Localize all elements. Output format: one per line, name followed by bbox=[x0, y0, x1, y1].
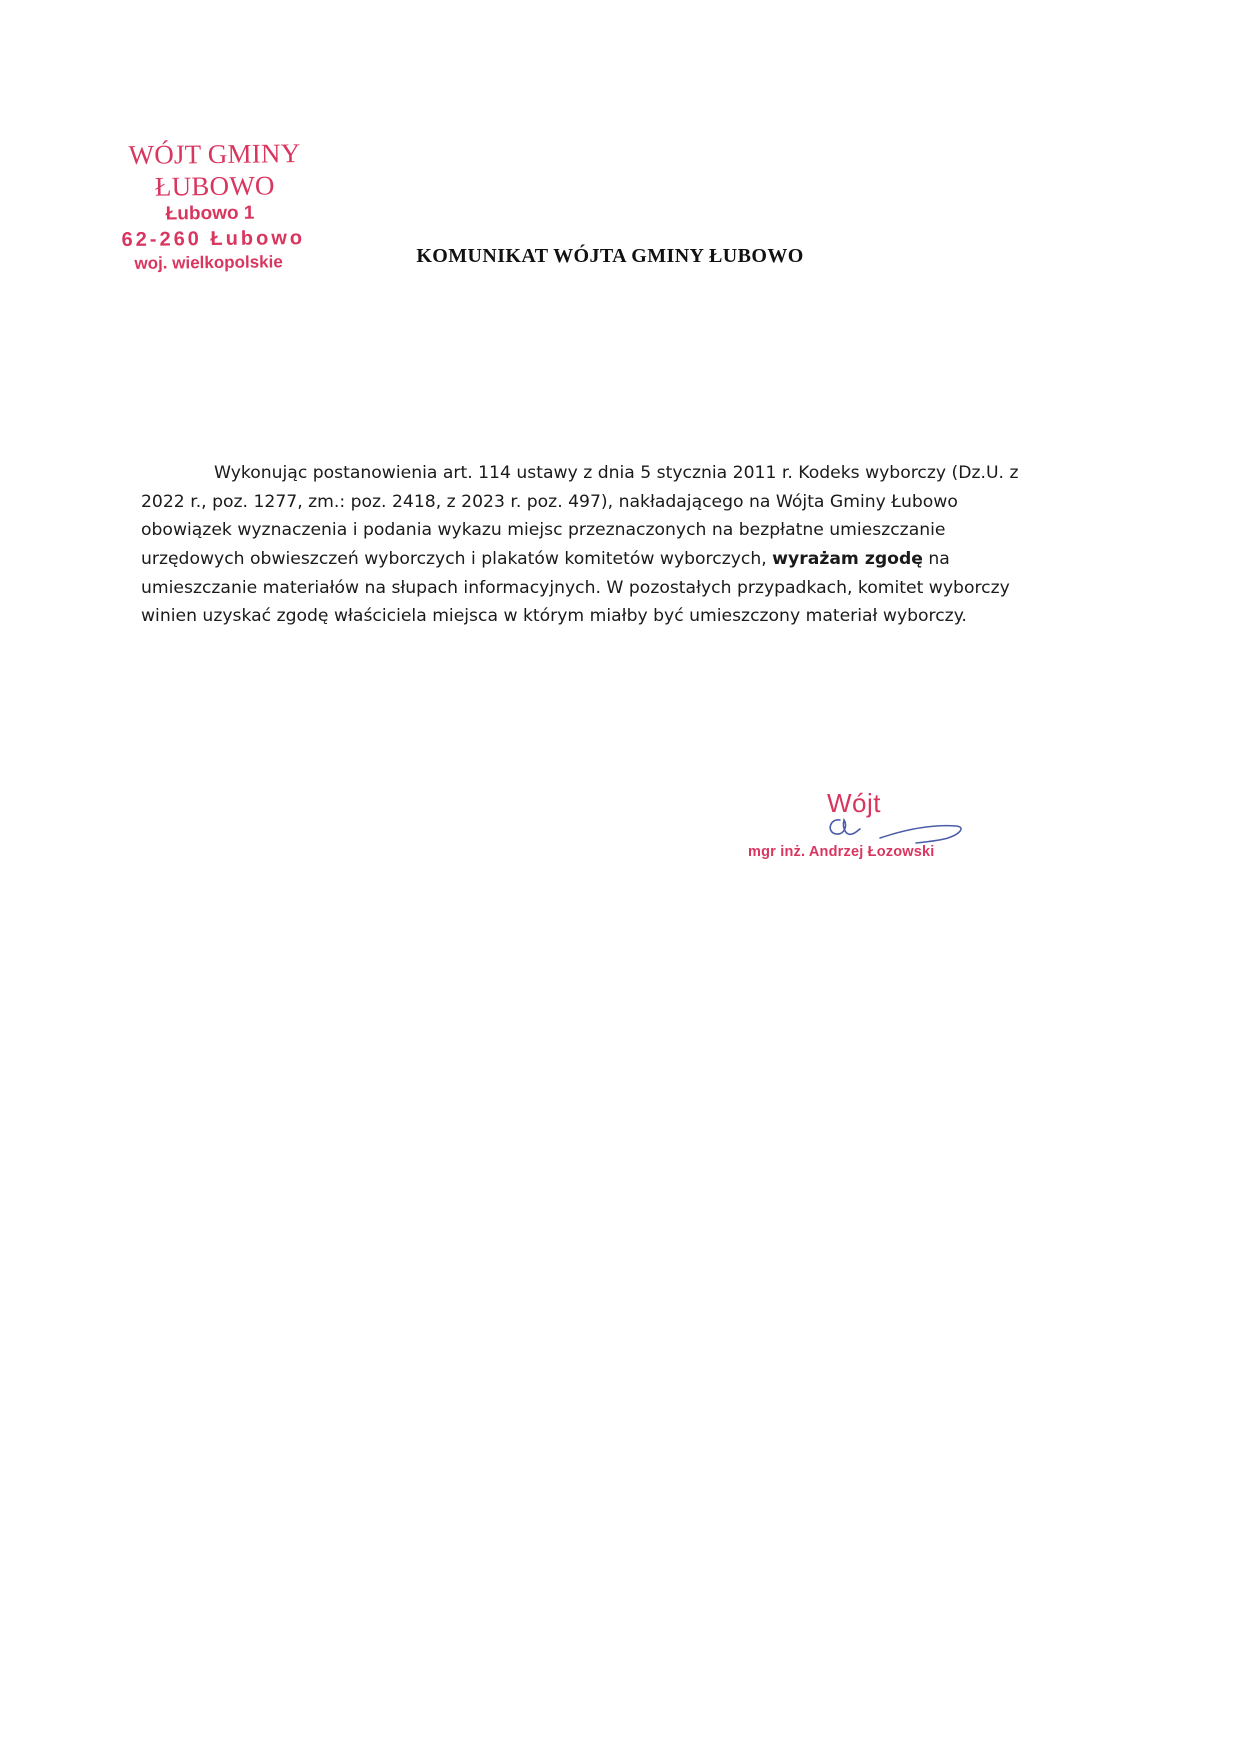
stamp-title: WÓJT GMINY ŁUBOWO bbox=[128, 138, 301, 202]
document-body bbox=[141, 459, 1021, 631]
stamp-postal-line: 62-260 Łubowo bbox=[121, 227, 306, 251]
stamp-address-line: Łubowo 1 bbox=[165, 202, 255, 225]
body-text-part1: Wykonując postanowienia art. 114 ustawy z dnia 5 stycznia 2011 r. Kodeks wyborczy (Dz.U. z 2022 r., poz. 1277, zm.: poz. 2418, z 2023 r. poz. 497), nakładającego na Wójta Gminy Łubowo obowiązek wyznaczenia i podania wykazu miejsc przeznaczonych na bezpłatne umieszczanie urzędowych obwieszczeń wyborczych i plakatów komitetów wyborczych, bbox=[141, 463, 1019, 569]
document-title: KOMUNIKAT WÓJTA GMINY ŁUBOWO bbox=[416, 245, 804, 267]
signature-name: mgr inż. Andrzej Łozowski bbox=[748, 844, 935, 860]
signature-role: Wójt bbox=[827, 788, 881, 818]
body-text-part2: na umieszczanie materiałów na słupach informacyjnych. W pozostałych przypadkach, komitet wyborczy winien uzyskać zgodę właściciela miejsca w którym miałby być umieszczony materiał wyborczy. bbox=[141, 548, 1010, 627]
stamp-region-line: woj. wielkopolskie bbox=[134, 252, 283, 273]
body-emphasis: wyrażam zgodę bbox=[772, 548, 923, 569]
